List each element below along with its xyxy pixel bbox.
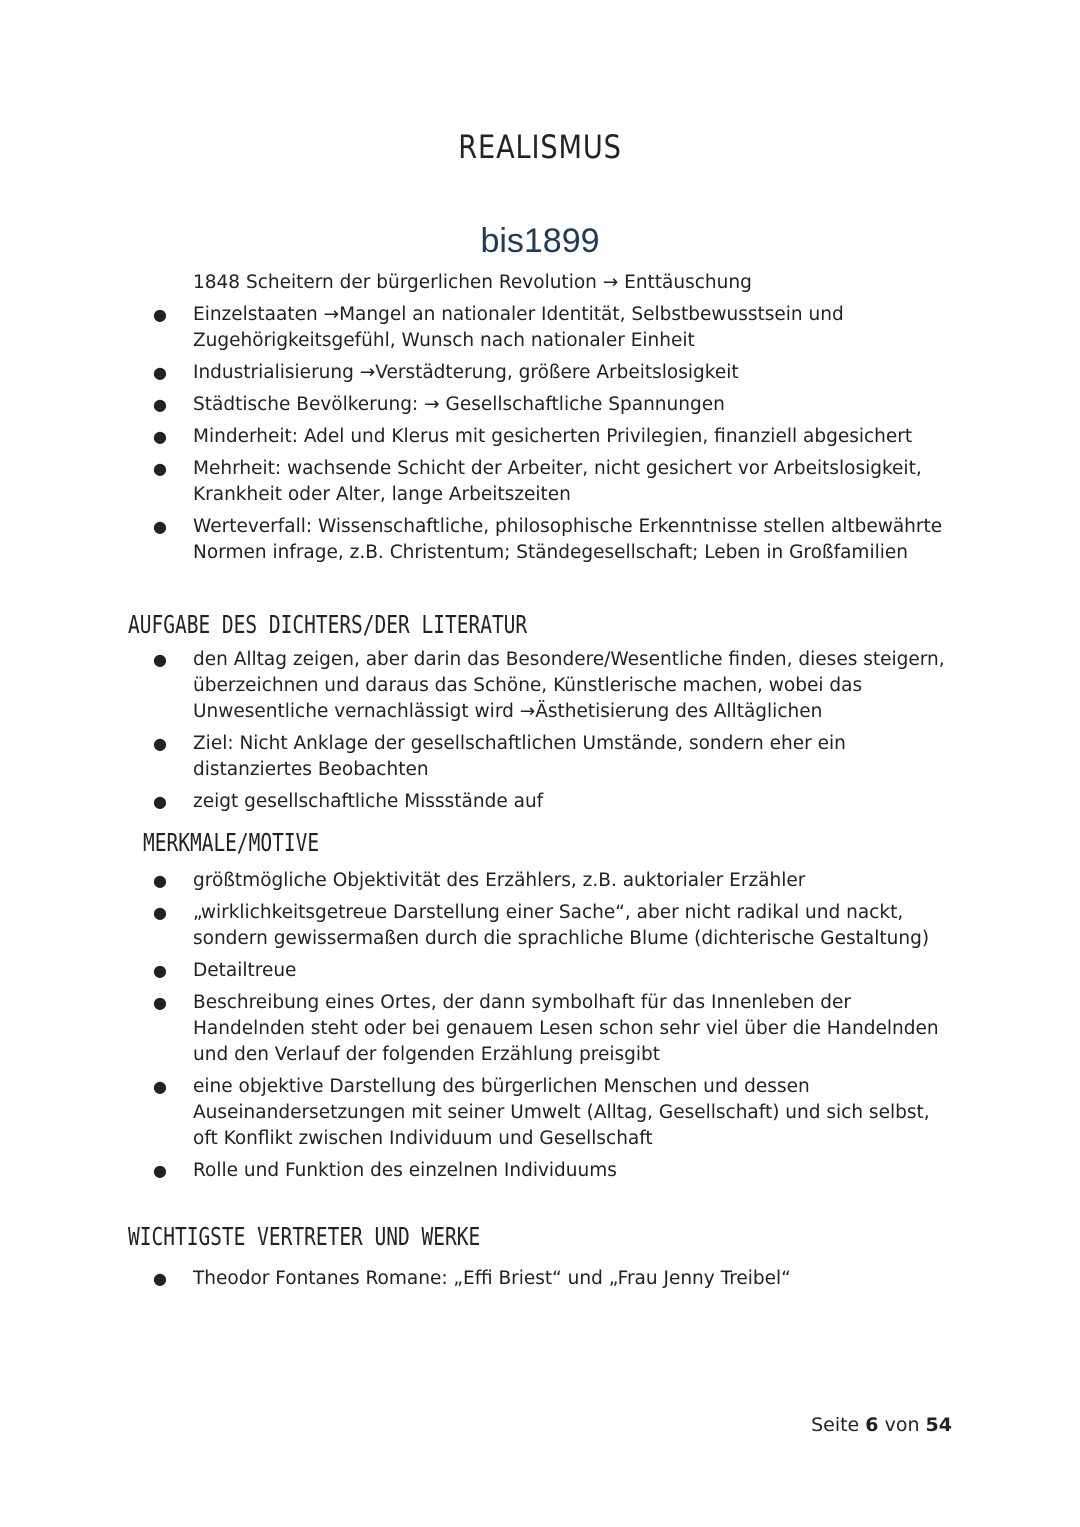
list-item: ● Mehrheit: wachsende Schicht der Arbeiter, nicht gesichert vor Arbeitslosigkeit, Krankheit oder Alter, lange Arbeitszeiten [153, 458, 922, 505]
bullet-icon: ● [153, 305, 167, 324]
bullet-icon: ● [153, 1161, 167, 1180]
bullet-icon: ● [153, 427, 167, 446]
bullet-icon: ● [153, 1269, 167, 1288]
bullet-icon: ● [153, 993, 167, 1012]
bullet-icon: ● [153, 961, 167, 980]
bullet-icon: ● [153, 363, 167, 382]
page-number: Seite 6 von 54 [811, 1414, 952, 1436]
list-item: ● Werteverfall: Wissenschaftliche, philosophische Erkenntnisse stellen altbewährte Normen infrage, z.B. Christentum; Ständegesellschaft; Leben in Großfamilien [153, 516, 943, 563]
section-heading-merkmale: MERKMALE/MOTIVE [143, 828, 320, 857]
list-item: ● „wirklichkeitsgetreue Darstellung einer Sache“, aber nicht radikal und nackt, sondern gewissermaßen durch die sprachliche Blume (dichterische Gestaltung) [153, 902, 930, 949]
vertreter-list [0, 1266, 953, 1298]
context-list [0, 302, 953, 572]
bullet-icon: ● [153, 650, 167, 669]
bullet-icon: ● [153, 395, 167, 414]
list-item: ● Beschreibung eines Ortes, der dann symbolhaft für das Innenleben der Handelnden steht oder bei genauem Lesen schon sehr viel über die Handelnden und den Verlauf der folgenden Erzählung preisgibt [153, 992, 939, 1065]
list-item: ● eine objektive Darstellung des bürgerlichen Menschen und dessen Auseinandersetzungen mit seiner Umwelt (Alltag, Gesellschaft) und sich selbst, oft Konflikt zwischen Individuum und Gesellschaft [153, 1076, 930, 1149]
page-title: REALISMUS [458, 128, 622, 166]
bullet-icon: ● [153, 459, 167, 478]
list-item: ● größtmögliche Objektivität des Erzählers, z.B. auktorialer Erzähler [0, 868, 953, 894]
period-subtitle: bis1899 [480, 222, 600, 260]
list-item: ● Einzelstaaten →Mangel an nationaler Identität, Selbstbewusstsein und Zugehörigkeitsgefühl, Wunsch nach nationaler Einheit [153, 304, 844, 351]
section-heading-vertreter: WICHTIGSTE VERTRETER UND WERKE [128, 1222, 481, 1251]
merkmale-list [0, 868, 953, 1190]
bullet-icon: ● [153, 792, 167, 811]
list-item: ● Ziel: Nicht Anklage der gesellschaftlichen Umstände, sondern eher ein distanziertes Beobachten [153, 733, 846, 780]
list-item: ● Industrialisierung →Verstädterung, größere Arbeitslosigkeit [0, 360, 953, 386]
intro-line: 1848 Scheitern der bürgerlichen Revolution → Enttäuschung [193, 272, 752, 293]
list-item: ● zeigt gesellschaftliche Missstände auf [0, 789, 953, 815]
bullet-icon: ● [153, 734, 167, 753]
list-item: ● Theodor Fontanes Romane: „Effi Briest“ und „Frau Jenny Treibel“ [0, 1266, 953, 1292]
list-item: ● den Alltag zeigen, aber darin das Besondere/Wesentliche finden, dieses steigern, überzeichnen und daraus das Schöne, Künstlerische machen, wobei das Unwesentliche vernachlässigt wird →Ästhetisierung des Alltäglichen [153, 649, 945, 722]
list-item: ● Städtische Bevölkerung: → Gesellschaftliche Spannungen [0, 392, 953, 418]
list-item: ● Rolle und Funktion des einzelnen Individuums [0, 1158, 953, 1184]
bullet-icon: ● [153, 871, 167, 890]
bullet-icon: ● [153, 517, 167, 536]
bullet-icon: ● [153, 903, 167, 922]
aufgabe-list [0, 647, 953, 821]
section-heading-aufgabe: AUFGABE DES DICHTERS/DER LITERATUR [128, 610, 528, 639]
list-item: ● Minderheit: Adel und Klerus mit gesicherten Privilegien, finanziell abgesichert [0, 424, 953, 450]
bullet-icon: ● [153, 1077, 167, 1096]
list-item: ● Detailtreue [0, 958, 953, 984]
